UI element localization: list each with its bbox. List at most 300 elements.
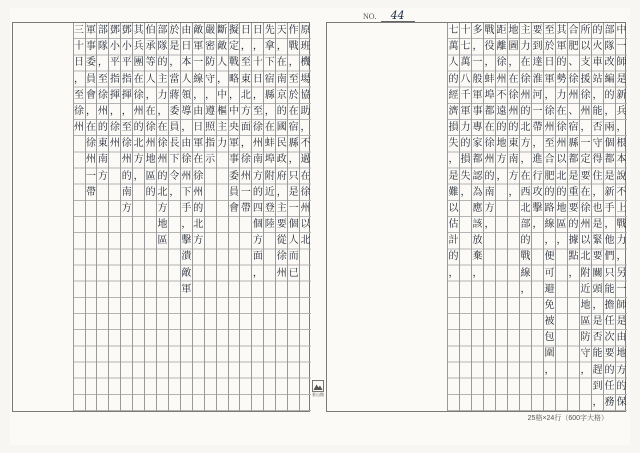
manuscript-char: 都 — [484, 105, 495, 117]
manuscript-char: 主 — [520, 25, 531, 36]
manuscript-char: ， — [472, 41, 483, 53]
manuscript-char: 的 — [508, 122, 519, 133]
manuscript-char: 縣 — [264, 89, 275, 101]
mountain-icon — [312, 380, 324, 392]
manuscript-column — [96, 23, 108, 411]
manuscript-char: 由 — [181, 25, 192, 36]
manuscript-char: 一 — [193, 57, 204, 69]
manuscript-char: 在 — [288, 105, 299, 117]
manuscript-char: 南 — [484, 186, 495, 198]
manuscript-char: 點 — [568, 251, 579, 263]
manuscript-char: 以 — [580, 235, 591, 247]
manuscript-char: ， — [121, 105, 132, 117]
manuscript-char: 其 — [556, 25, 567, 36]
manuscript-char: 東 — [97, 138, 108, 150]
manuscript-char: 州 — [508, 105, 519, 117]
manuscript-char: 日 — [252, 25, 263, 36]
manuscript-column — [543, 23, 555, 411]
manuscript-char: 難 — [448, 186, 459, 198]
manuscript-char: 一 — [532, 105, 543, 117]
manuscript-column — [275, 23, 287, 411]
manuscript-char: 帶 — [532, 122, 543, 133]
manuscript-char: 近 — [580, 283, 591, 295]
manuscript-char: ， — [544, 235, 555, 247]
manuscript-char: 能 — [592, 348, 603, 360]
manuscript-column — [555, 23, 567, 411]
manuscript-char: 個 — [252, 219, 263, 230]
manuscript-char: 陸 — [264, 219, 275, 230]
manuscript-char: 會 — [229, 202, 239, 214]
manuscript-char: 至 — [240, 57, 251, 69]
manuscript-char: 照 — [205, 122, 216, 133]
manuscript-char: 包 — [544, 332, 555, 344]
manuscript-char: 長 — [169, 138, 180, 150]
manuscript-char: 上 — [616, 202, 627, 214]
manuscript-char: 徐 — [97, 89, 108, 101]
manuscript-char: 站 — [592, 73, 603, 85]
manuscript-char: 的 — [460, 138, 471, 150]
manuscript-char: 援 — [580, 73, 591, 85]
manuscript-char: ， — [484, 219, 495, 230]
manuscript-char: 的 — [496, 122, 507, 133]
manuscript-column — [85, 23, 97, 411]
manuscript-char: 等 — [145, 57, 156, 69]
manuscript-char: 日 — [74, 57, 85, 69]
manuscript-char: 西 — [520, 186, 531, 198]
manuscript-char: 在 — [193, 154, 204, 166]
manuscript-char: 南 — [97, 154, 108, 166]
manuscript-column — [239, 23, 251, 411]
manuscript-column — [459, 23, 471, 411]
manuscript-char: 的 — [448, 73, 459, 85]
manuscript-char: ， — [592, 299, 603, 311]
manuscript-column — [519, 23, 531, 411]
manuscript-char: 部 — [97, 25, 108, 36]
manuscript-char: 損 — [460, 154, 471, 166]
manuscript-char: 平 — [109, 57, 120, 69]
manuscript-char: 手 — [181, 202, 192, 214]
manuscript-char: 避 — [544, 283, 555, 295]
manuscript-char: 徐 — [300, 186, 311, 198]
manuscript-char: 地 — [145, 154, 156, 166]
manuscript-char: ， — [157, 105, 168, 117]
manuscript-char: 淮 — [532, 73, 543, 85]
manuscript-char: 緊 — [592, 235, 603, 247]
manuscript-char: 面 — [240, 122, 251, 133]
manuscript-char: ， — [85, 105, 96, 117]
manuscript-char: 蚌 — [264, 138, 275, 150]
manuscript-char: ， — [264, 105, 275, 117]
manuscript-char: 至 — [252, 105, 263, 117]
manuscript-column — [168, 23, 180, 411]
manuscript-char: 重 — [568, 186, 579, 198]
manuscript-char: 徐 — [145, 122, 156, 133]
manuscript-char: 人 — [217, 57, 228, 69]
manuscript-char: 力 — [556, 89, 567, 101]
manuscript-char: 戰 — [229, 57, 239, 69]
manuscript-char: 在 — [276, 57, 287, 69]
manuscript-char: 擊 — [532, 202, 543, 214]
manuscript-char: 徐 — [568, 73, 579, 85]
manuscript-column — [507, 23, 519, 411]
manuscript-char: 班 — [300, 41, 311, 53]
manuscript-char: ， — [205, 89, 216, 101]
manuscript-char: 地 — [556, 202, 567, 214]
manuscript-char: 徐 — [520, 73, 531, 85]
manuscript-char: 徐 — [157, 138, 168, 150]
manuscript-char: 說 — [616, 170, 627, 182]
manuscript-char: 北 — [520, 202, 531, 214]
manuscript-char: 鄧 — [109, 25, 120, 36]
manuscript-char: 於 — [288, 89, 299, 101]
manuscript-char: 河 — [532, 89, 543, 101]
manuscript-char: 州 — [157, 154, 168, 166]
manuscript-char: 的 — [568, 219, 579, 230]
manuscript-char: 軍 — [544, 73, 555, 85]
manuscript-char: ， — [460, 186, 471, 198]
manuscript-char: 下 — [264, 57, 275, 69]
manuscript-char: 京 — [276, 89, 287, 101]
manuscript-char: 州 — [97, 105, 108, 117]
manuscript-char: 線 — [544, 219, 555, 230]
manuscript-char: 一 — [580, 138, 591, 150]
manuscript-char: 當 — [169, 73, 180, 85]
manuscript-char: 的 — [157, 170, 168, 182]
manuscript-char: ， — [181, 122, 192, 133]
manuscript-char: 州 — [181, 170, 192, 182]
manuscript-char: 委 — [229, 170, 239, 182]
manuscript-char: 關 — [592, 267, 603, 279]
manuscript-char: ， — [252, 267, 263, 279]
manuscript-char: 在 — [520, 170, 531, 182]
manuscript-char: 府 — [276, 170, 287, 182]
manuscript-char: 改 — [604, 57, 615, 69]
manuscript-char: 承 — [145, 41, 156, 53]
manuscript-char: 車 — [592, 57, 603, 69]
manuscript-char: 要 — [604, 348, 615, 360]
manuscript-char: 州 — [544, 122, 555, 133]
manuscript-char: ， — [240, 41, 251, 53]
manuscript-char: 的 — [484, 170, 495, 182]
manuscript-char: 擔 — [604, 299, 615, 311]
manuscript-char: 部 — [157, 25, 168, 36]
manuscript-char: ， — [616, 251, 627, 263]
manuscript-char: 主 — [276, 202, 287, 214]
manuscript-char: 線 — [193, 73, 204, 85]
manuscript-char: 日 — [252, 73, 263, 85]
manuscript-char: 方 — [121, 202, 132, 214]
manuscript-char: 員 — [169, 122, 180, 133]
manuscript-char: ， — [288, 154, 299, 166]
manuscript-char: 以 — [556, 154, 567, 166]
manuscript-column — [299, 23, 311, 411]
manuscript-char: 專 — [472, 122, 483, 133]
manuscript-char: 一 — [85, 170, 96, 182]
manuscript-char: 州 — [109, 138, 120, 150]
manuscript-char: 千 — [460, 89, 471, 101]
manuscript-char: 方 — [97, 170, 108, 182]
manuscript-column — [144, 23, 156, 411]
manuscript-char: 另 — [616, 267, 627, 279]
manuscript-char: 以 — [580, 41, 591, 53]
manuscript-char: 斷 — [217, 25, 228, 36]
manuscript-char: 於 — [544, 41, 555, 53]
manuscript-char: 附 — [264, 170, 275, 182]
manuscript-char: 個 — [288, 219, 299, 230]
manuscript-char: 能 — [592, 105, 603, 117]
manuscript-char: 濟 — [448, 105, 459, 117]
manuscript-char: 是 — [592, 219, 603, 230]
manuscript-char: 伯 — [145, 25, 156, 36]
manuscript-char: 的 — [145, 186, 156, 198]
manuscript-char: 東 — [508, 138, 519, 150]
manuscript-column — [180, 23, 192, 411]
manuscript-char: 帶 — [240, 202, 251, 214]
manuscript-char: ， — [169, 186, 180, 198]
manuscript-char: 力 — [520, 41, 531, 53]
manuscript-char: 州 — [580, 219, 591, 230]
manuscript-char: ， — [592, 186, 603, 198]
manuscript-char: 委 — [169, 105, 180, 117]
manuscript-char: 守 — [592, 138, 603, 150]
manuscript-char: 州 — [240, 170, 251, 182]
publisher-logo — [310, 380, 326, 404]
manuscript-char: 、 — [568, 105, 579, 117]
manuscript-column — [591, 23, 603, 411]
manuscript-char: 事 — [85, 41, 96, 53]
manuscript-char: 的 — [252, 186, 263, 198]
manuscript-char: 四 — [252, 202, 263, 214]
manuscript-column — [156, 23, 168, 411]
manuscript-char: ， — [252, 41, 263, 53]
manuscript-char: 是 — [448, 170, 459, 182]
manuscript-char: 十 — [74, 41, 85, 53]
manuscript-char: 路 — [544, 202, 555, 214]
manuscript-char: 過 — [300, 154, 311, 166]
manuscript-char: 隊 — [157, 41, 168, 53]
manuscript-char: 小 — [109, 41, 120, 53]
manuscript-char: ， — [97, 57, 108, 69]
manuscript-char: 方 — [252, 170, 263, 182]
manuscript-char: 根 — [616, 138, 627, 150]
manuscript-char: 擊 — [181, 235, 192, 247]
manuscript-char: 軍 — [229, 138, 239, 150]
manuscript-char: ， — [580, 122, 591, 133]
manuscript-char: 拿 — [264, 41, 275, 53]
manuscript-column — [495, 23, 507, 411]
manuscript-char: ， — [288, 57, 299, 69]
manuscript-char: 得 — [592, 154, 603, 166]
manuscript-char: 戰 — [288, 41, 299, 53]
manuscript-char: 方 — [157, 202, 168, 214]
manuscript-column — [204, 23, 216, 411]
manuscript-char: 都 — [568, 154, 579, 166]
manuscript-char: 人 — [448, 57, 459, 69]
manuscript-char: 不 — [616, 186, 627, 198]
manuscript-char: 北 — [580, 251, 591, 263]
manuscript-char: 方 — [484, 202, 495, 214]
manuscript-char: 估 — [448, 219, 459, 230]
manuscript-char: 一 — [472, 57, 483, 69]
manuscript-char: 由 — [616, 332, 627, 344]
manuscript-char: 州 — [85, 154, 96, 166]
manuscript-char: 區 — [580, 316, 591, 327]
manuscript-column — [251, 23, 263, 411]
manuscript-char: 應 — [472, 202, 483, 214]
manuscript-char: 在 — [145, 105, 156, 117]
manuscript-char: 近 — [264, 186, 275, 198]
manuscript-char: 平 — [121, 57, 132, 69]
paper-spec: 25格×24行（600字大格） — [527, 415, 608, 422]
manuscript-char: 埠 — [484, 89, 495, 101]
manuscript-char: 戰 — [520, 251, 531, 263]
manuscript-char: 地 — [616, 348, 627, 360]
manuscript-char: ， — [181, 219, 192, 230]
manuscript-char: 的 — [592, 25, 603, 36]
manuscript-char: 圖 — [508, 41, 519, 53]
manuscript-char: 至 — [74, 89, 85, 101]
manuscript-char: 蔣 — [169, 89, 180, 101]
manuscript-char: 至 — [97, 73, 108, 85]
manuscript-char: 人 — [288, 235, 299, 247]
manuscript-char: 敵 — [193, 25, 204, 36]
manuscript-char: 令 — [169, 170, 180, 182]
manuscript-column — [216, 23, 228, 411]
manuscript-char: 南 — [508, 154, 519, 166]
manuscript-char: 戰 — [484, 25, 495, 36]
manuscript-char: 兵 — [616, 105, 627, 117]
manuscript-char: 可 — [544, 267, 555, 279]
manuscript-char: 作 — [288, 25, 299, 36]
page-number-label: NO. — [363, 12, 377, 21]
manuscript-char: 守 — [580, 348, 591, 360]
manuscript-char: 機 — [300, 57, 311, 69]
manuscript-char: 的 — [616, 380, 627, 392]
manuscript-char: 進 — [532, 154, 543, 166]
logo-text: 景山館 — [312, 392, 324, 397]
manuscript-char: 力 — [616, 235, 627, 247]
manuscript-char: 中 — [229, 105, 239, 117]
manuscript-char: 任 — [604, 380, 615, 392]
manuscript-char: 線 — [520, 267, 531, 279]
manuscript-char: 的 — [604, 364, 615, 376]
manuscript-char: 隊 — [604, 41, 615, 53]
manuscript-char: 導 — [181, 105, 192, 117]
manuscript-column — [108, 23, 120, 411]
manuscript-char: 天 — [276, 25, 287, 36]
manuscript-char: 在 — [508, 73, 519, 85]
left-page-grid — [12, 22, 310, 412]
manuscript-char: 次 — [604, 332, 615, 344]
manuscript-char: 們 — [604, 251, 615, 263]
manuscript-char: 的 — [276, 105, 287, 117]
manuscript-char: 距 — [496, 25, 507, 36]
manuscript-char: 新 — [616, 89, 627, 101]
manuscript-char: ， — [252, 89, 263, 101]
manuscript-char: 也 — [592, 202, 603, 214]
manuscript-char: ， — [520, 283, 531, 295]
manuscript-char: 方 — [252, 235, 263, 247]
manuscript-char: 師 — [616, 57, 627, 69]
manuscript-char: 徐 — [580, 89, 591, 101]
right-page-grid — [326, 22, 626, 412]
manuscript-column — [263, 23, 275, 411]
manuscript-char: 方 — [508, 170, 519, 182]
manuscript-char: 州 — [276, 267, 287, 279]
manuscript-char: 的 — [544, 186, 555, 198]
manuscript-char: 隊 — [97, 41, 108, 53]
manuscript-char: 區 — [145, 170, 156, 182]
manuscript-char: 力 — [460, 122, 471, 133]
manuscript-char: 敵 — [217, 41, 228, 53]
manuscript-char: 已 — [288, 267, 299, 279]
manuscript-char: 區 — [157, 235, 168, 247]
manuscript-char: 般 — [472, 73, 483, 85]
manuscript-char: 十 — [460, 25, 471, 36]
manuscript-char: ， — [217, 73, 228, 85]
manuscript-char: 守 — [205, 73, 216, 85]
manuscript-char: 的 — [604, 89, 615, 101]
manuscript-char: 一 — [616, 283, 627, 295]
manuscript-char: 要 — [532, 25, 543, 36]
manuscript-char: 方 — [133, 154, 144, 166]
manuscript-char: 八 — [460, 73, 471, 85]
manuscript-char: 中 — [217, 89, 228, 101]
manuscript-char: 指 — [121, 73, 132, 85]
manuscript-char: 認 — [472, 170, 483, 182]
manuscript-char: 附 — [580, 267, 591, 279]
manuscript-char: 兵 — [133, 41, 144, 53]
manuscript-char: ， — [229, 89, 239, 101]
manuscript-char: 委 — [85, 57, 96, 69]
manuscript-char: 、 — [568, 57, 579, 69]
manuscript-char: 徐 — [544, 105, 555, 117]
manuscript-char: 徐 — [109, 122, 120, 133]
manuscript-char: 協 — [300, 89, 311, 101]
manuscript-char: 力 — [157, 89, 168, 101]
manuscript-char: 師 — [616, 299, 627, 311]
manuscript-char: 軍 — [85, 25, 96, 36]
manuscript-char: 是 — [616, 73, 627, 85]
manuscript-char: 以 — [300, 219, 311, 230]
manuscript-char: 至 — [288, 73, 299, 85]
manuscript-column — [579, 23, 591, 411]
manuscript-char: 放 — [472, 235, 483, 247]
manuscript-char: 下 — [169, 154, 180, 166]
manuscript-char: 北 — [157, 186, 168, 198]
manuscript-char: 徐 — [85, 138, 96, 150]
manuscript-column — [567, 23, 579, 411]
manuscript-char: 州 — [568, 89, 579, 101]
manuscript-char: 在 — [484, 122, 495, 133]
manuscript-char: 北 — [240, 89, 251, 101]
manuscript-char: 役 — [484, 41, 495, 53]
manuscript-char: 遵 — [205, 105, 216, 117]
manuscript-char: 蚌 — [484, 73, 495, 85]
manuscript-char: 是 — [592, 316, 603, 327]
manuscript-char: 南 — [252, 154, 263, 166]
manuscript-char: 只 — [288, 170, 299, 182]
manuscript-char: ， — [604, 219, 615, 230]
manuscript-char: ， — [448, 267, 459, 279]
manuscript-char: 至 — [544, 25, 555, 36]
manuscript-char: 縣 — [568, 138, 579, 150]
manuscript-char: 軍 — [193, 138, 204, 150]
manuscript-char: 務 — [604, 396, 615, 408]
manuscript-char: 至 — [544, 138, 555, 150]
manuscript-char: 州 — [193, 186, 204, 198]
manuscript-char: 一 — [240, 186, 251, 198]
